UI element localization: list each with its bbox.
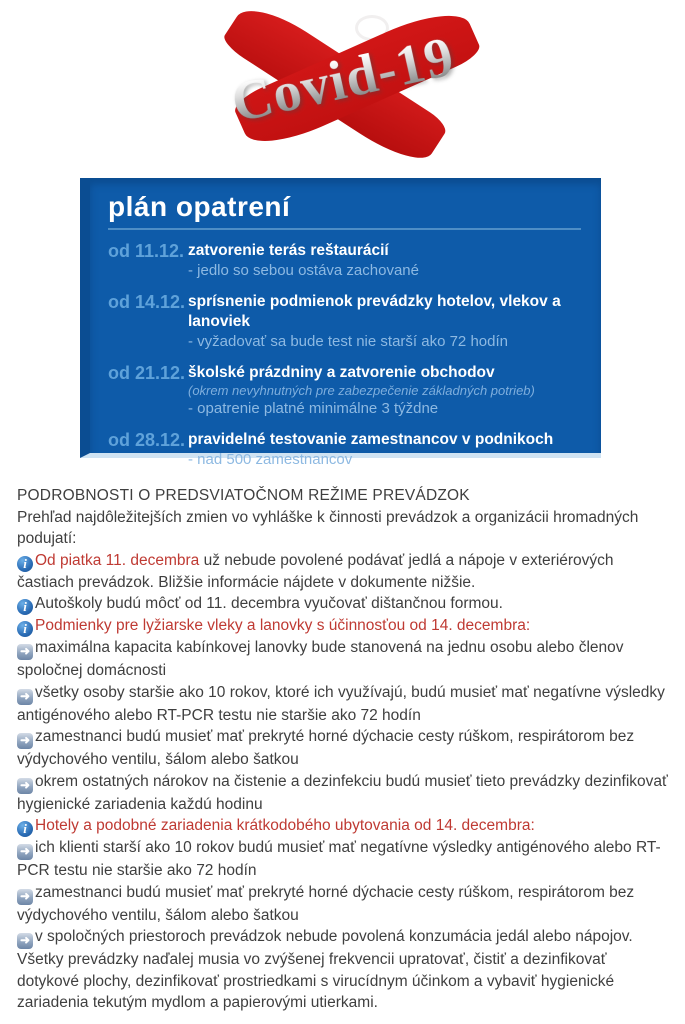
entry-title: školské prázdniny a zatvorenie obchodov [188, 364, 495, 381]
entry-body [188, 292, 581, 352]
plan-entry [108, 363, 581, 419]
info-icon: i [17, 556, 33, 572]
entry-body [188, 241, 581, 281]
entry-body [188, 363, 581, 419]
arrow-right-icon: ➜ [17, 689, 33, 705]
item-lead: Podmienky pre lyžiarske vleky a lanovky s účinnosťou od 14. decembra: [35, 617, 531, 634]
info-icon: i [17, 821, 33, 837]
entry-date: od 21.12. [108, 363, 186, 383]
entry-sub: - jedlo so sebou ostáva zachované [188, 262, 419, 279]
entry-title: sprísnenie podmienok prevádzky hotelov, vlekov a lanoviek [188, 293, 561, 330]
entry-sub: - vyžadovať sa bude test nie starší ako 72 hodín [188, 333, 508, 350]
list-item [17, 726, 671, 771]
list-item [17, 837, 671, 882]
list-item [17, 682, 671, 727]
details-heading: PODROBNOSTI O PREDSVIATOČNOM REŽIME PREVÁDZOK [17, 487, 470, 504]
arrow-right-icon: ➜ [17, 844, 33, 860]
item-text: zamestnanci budú musieť mať prekryté horné dýchacie cesty rúškom, respirátorom bez výdychového ventilu, šálom alebo šatkou [17, 883, 635, 924]
arrow-right-icon: ➜ [17, 778, 33, 794]
covid-logo [0, 0, 685, 168]
details-section [17, 485, 671, 1014]
list-item [17, 593, 671, 615]
list-item [17, 926, 671, 1014]
list-item [17, 815, 671, 837]
item-text: všetky osoby staršie ako 10 rokov, ktoré ich využívajú, budú musieť mať negatívne výsledky antigénového alebo RT-PCR testu nie staršie ako 72 hodín [17, 683, 665, 724]
plan-panel-divider [108, 228, 581, 230]
arrow-right-icon: ➜ [17, 644, 33, 660]
entry-title: pravidelné testovanie zamestnancov v podnikoch [188, 431, 554, 448]
details-intro: Prehľad najdôležitejších zmien vo vyhláške k činnosti prevádzok a organizácii hromadných podujatí: [17, 508, 639, 547]
item-lead: Hotely a podobné zariadenia krátkodobého ubytovania od 14. decembra: [35, 817, 535, 834]
covid-logo-text: Covid-19 [175, 13, 511, 147]
arrow-right-icon: ➜ [17, 933, 33, 949]
arrow-right-icon: ➜ [17, 733, 33, 749]
entry-body [188, 430, 581, 470]
list-item [17, 615, 671, 637]
entry-date: od 14.12. [108, 292, 186, 312]
entry-note: (okrem nevyhnutných pre zabezpečenie základných potrieb) [188, 383, 535, 398]
plan-entry [108, 292, 581, 352]
info-icon: i [17, 621, 33, 637]
entry-sub: - opatrenie platné minimálne 3 týždne [188, 400, 439, 417]
info-icon: i [17, 599, 33, 615]
plan-entry [108, 430, 581, 470]
item-text: Autoškoly budú môcť od 11. decembra vyučovať dištančnou formou. [35, 595, 503, 612]
item-text: ich klienti starší ako 10 rokov budú musieť mať negatívne výsledky antigénového alebo RT-PCR testu nie staršie ako 72 hodín [17, 839, 661, 879]
item-text: maximálna kapacita kabínkovej lanovky bude stanovená na jednu osobu alebo členov spoločnej domácnosti [17, 639, 624, 679]
list-item [17, 550, 671, 594]
item-lead: Od piatka 11. decembra [35, 551, 200, 569]
item-text: zamestnanci budú musieť mať prekryté horné dýchacie cesty rúškom, respirátorom bez výdychového ventilu, šálom alebo šatkou [17, 728, 635, 768]
entry-date: od 28.12. [108, 430, 186, 450]
entry-title: zatvorenie terás reštaurácií [188, 242, 389, 259]
entry-date: od 11.12. [108, 241, 185, 261]
plan-panel-title: plán opatrení [108, 191, 291, 222]
item-text: okrem ostatných nárokov na čistenie a dezinfekciu budú musieť tieto prevádzky dezinfikovať hygienické zariadenia každú hodinu [17, 772, 668, 813]
entry-sub: - nad 500 zamestnancov [188, 451, 353, 468]
plan-panel [80, 178, 601, 468]
item-text: už nebude povolené podávať jedlá a nápoje v exteriérových častiach prevádzok. Bližšie informácie nájdete v dokumente nižšie. [17, 551, 614, 591]
list-item [17, 637, 671, 682]
list-item [17, 771, 671, 816]
list-item [17, 882, 671, 927]
item-text: v spoločných priestoroch prevádzok nebude povolená konzumácia jedál alebo nápojov. Všetky prevádzky naďalej musia vo zvýšenej frekvencii upratovať, čistiť a dezinfikovať dotykové plochy, dezinfikovať prostriedkami s virucídnym účinkom a vybaviť hygienické zariadenia tekutým mydlom a papierovými utierkami. [17, 928, 633, 1011]
plan-entry [108, 241, 581, 281]
arrow-right-icon: ➜ [17, 889, 33, 905]
